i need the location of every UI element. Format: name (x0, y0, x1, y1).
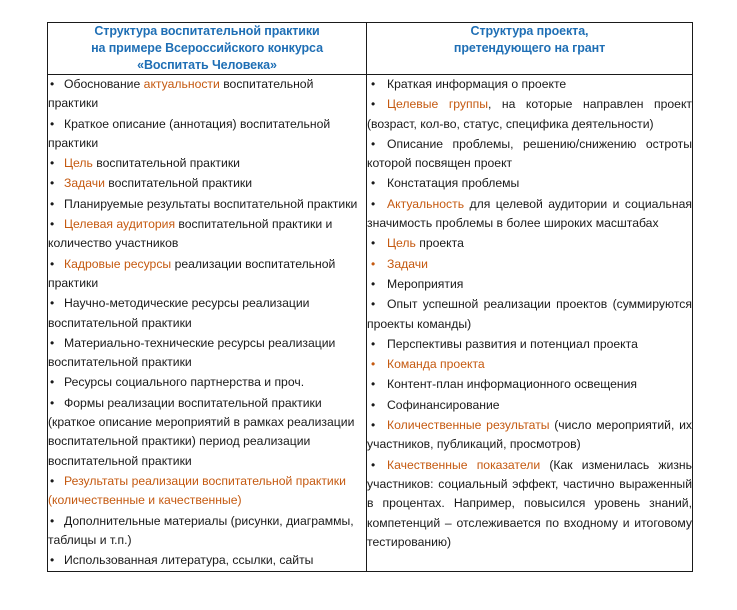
list-item (367, 295, 692, 334)
highlighted-term: актуальности (143, 77, 220, 91)
header-title-practice (48, 23, 366, 74)
list-item (48, 255, 366, 294)
item-text-run: Описание проблемы, решению/снижению остроты которой посвящен проект (367, 136, 692, 171)
list-item (367, 375, 692, 394)
list-item (48, 394, 366, 471)
highlighted-term: Цель (64, 156, 93, 171)
item-text-run: Софинансирование (387, 397, 500, 412)
list-item-text (367, 456, 692, 552)
item-text-run: Дополнительные материалы (рисунки, диаграммы, таблицы и т.п.) (48, 513, 354, 547)
item-text-run: Формы реализации воспитательной практики (краткое описание мероприятий в рамках реализации воспитательной практики) период реализации воспитательной практики (48, 395, 355, 468)
list-item-text (48, 255, 366, 294)
list-item-text (367, 396, 692, 415)
item-text-run: Краткое описание (аннотация) воспитательной практики (48, 116, 331, 150)
list-item (48, 294, 366, 333)
header-line: претендующего на грант (453, 41, 606, 55)
practice-item-list (48, 75, 366, 570)
list-item (367, 275, 692, 294)
highlighted-term: Цель (387, 236, 416, 251)
item-text-run: воспитательной практики (92, 156, 240, 171)
list-item-text (367, 335, 692, 354)
item-text-run: Контент-план информационного освещения (387, 377, 638, 392)
highlighted-term: Команда проекта (387, 357, 485, 372)
highlighted-term: Задачи (64, 176, 105, 191)
list-item (367, 135, 692, 174)
item-text-run: Использованная литература, ссылки, сайты (64, 553, 314, 568)
header-line: на примере Всероссийского конкурса (91, 41, 323, 55)
list-item-text (367, 255, 692, 274)
list-item-text (48, 75, 366, 114)
list-item (367, 95, 692, 134)
highlighted-term: Целевая аудитория (64, 217, 176, 232)
highlighted-term: Актуальность (387, 196, 465, 211)
item-text-run: воспитательной практики (104, 176, 253, 191)
item-text-run: Научно-методические ресурсы реализации воспитательной практики (48, 296, 310, 330)
list-item (48, 472, 366, 511)
list-item-text (48, 472, 366, 511)
item-text-run: Опыт успешной реализации проектов (суммируются проекты команды) (367, 297, 692, 331)
item-text-run: воспитательной практики (48, 77, 314, 111)
list-item-text (367, 295, 692, 334)
item-text-run: Планируемые результаты воспитательной практики (64, 196, 358, 211)
list-item-text (48, 294, 366, 333)
highlighted-term: Целевые группы (387, 97, 488, 112)
list-item-text (367, 95, 692, 134)
list-item (367, 456, 692, 552)
list-item (48, 512, 366, 551)
list-item (367, 335, 692, 354)
item-text-run: Краткая информация о проекте (387, 77, 567, 91)
item-text-run: Перспективы развития и потенциал проекта (387, 336, 638, 351)
list-item (48, 373, 366, 392)
list-item-text (48, 394, 366, 471)
list-item (48, 195, 366, 214)
header-line: Структура проекта, (470, 24, 589, 38)
highlighted-term: Количественные результаты (387, 418, 550, 433)
body-cell-practice (48, 75, 367, 572)
list-item (48, 551, 366, 570)
item-text-run: Констатация проблемы (387, 176, 520, 191)
item-text-run: , на которые направлен проект (возраст, кол-во, статус, специфика деятельности) (367, 97, 692, 131)
list-item (48, 115, 366, 154)
item-text-run: Мероприятия (387, 276, 464, 291)
list-item-text (367, 275, 692, 294)
item-text-run: проекта (415, 236, 464, 251)
header-cell-grant-project (367, 23, 693, 75)
header-line: Структура воспитательной практики (94, 24, 320, 38)
list-item-text (367, 234, 692, 253)
list-item-text (48, 512, 366, 551)
table-header-row (48, 23, 693, 75)
list-item (367, 255, 692, 274)
highlighted-term: Качественные показатели (387, 457, 541, 472)
item-text-run: (число мероприятий, их участников, публикаций, просмотров) (367, 418, 692, 452)
list-item (48, 215, 366, 254)
list-item-text (48, 154, 366, 173)
item-text-run: (Как изменилась жизнь участников: социальный эффект, частично выраженный в процентах. Например, повысился уровень знаний, компетенций – отслеживается по входному и итоговому тестированию) (367, 457, 692, 549)
list-item-text (48, 174, 366, 193)
list-item-text (367, 355, 692, 374)
item-text-run: реализации воспитательной практики (48, 256, 336, 290)
item-text-run: Материально-технические ресурсы реализации воспитательной практики (48, 335, 336, 370)
item-text-run: Обоснование (64, 77, 144, 91)
comparison-table (47, 22, 693, 572)
grant-project-item-list (367, 75, 692, 552)
list-item (367, 75, 692, 94)
highlighted-term: Результаты реализации воспитательной практики (количественные и качественные) (48, 473, 346, 508)
list-item (367, 234, 692, 253)
item-text-run: воспитательной практики и количество участников (48, 217, 333, 251)
highlighted-term: Задачи (387, 256, 428, 271)
list-item (48, 75, 366, 114)
list-item-text (48, 551, 366, 570)
list-item-text (367, 416, 692, 455)
list-item-text (367, 135, 692, 174)
list-item-text (48, 115, 366, 154)
list-item-text (367, 195, 692, 234)
list-item (367, 195, 692, 234)
list-item (367, 416, 692, 455)
body-cell-grant-project (367, 75, 693, 572)
list-item-text (48, 215, 366, 254)
item-text-run: для целевой аудитории и социальная значимость проблемы в более широких масштабах (367, 196, 692, 231)
list-item (367, 396, 692, 415)
list-item (367, 174, 692, 193)
list-item (48, 334, 366, 373)
table-body-row (48, 75, 693, 572)
list-item-text (48, 195, 366, 214)
header-cell-practice (48, 23, 367, 75)
list-item-text (367, 375, 692, 394)
list-item (48, 174, 366, 193)
list-item (367, 355, 692, 374)
list-item-text (367, 174, 692, 193)
list-item-text (48, 373, 366, 392)
item-text-run: Ресурсы социального партнерства и проч. (64, 375, 305, 390)
header-line: «Воспитать Человека» (137, 58, 277, 72)
list-item (48, 154, 366, 173)
list-item-text (48, 334, 366, 373)
list-item-text (367, 75, 692, 94)
header-title-grant-project (367, 23, 692, 57)
highlighted-term: Кадровые ресурсы (64, 256, 172, 271)
